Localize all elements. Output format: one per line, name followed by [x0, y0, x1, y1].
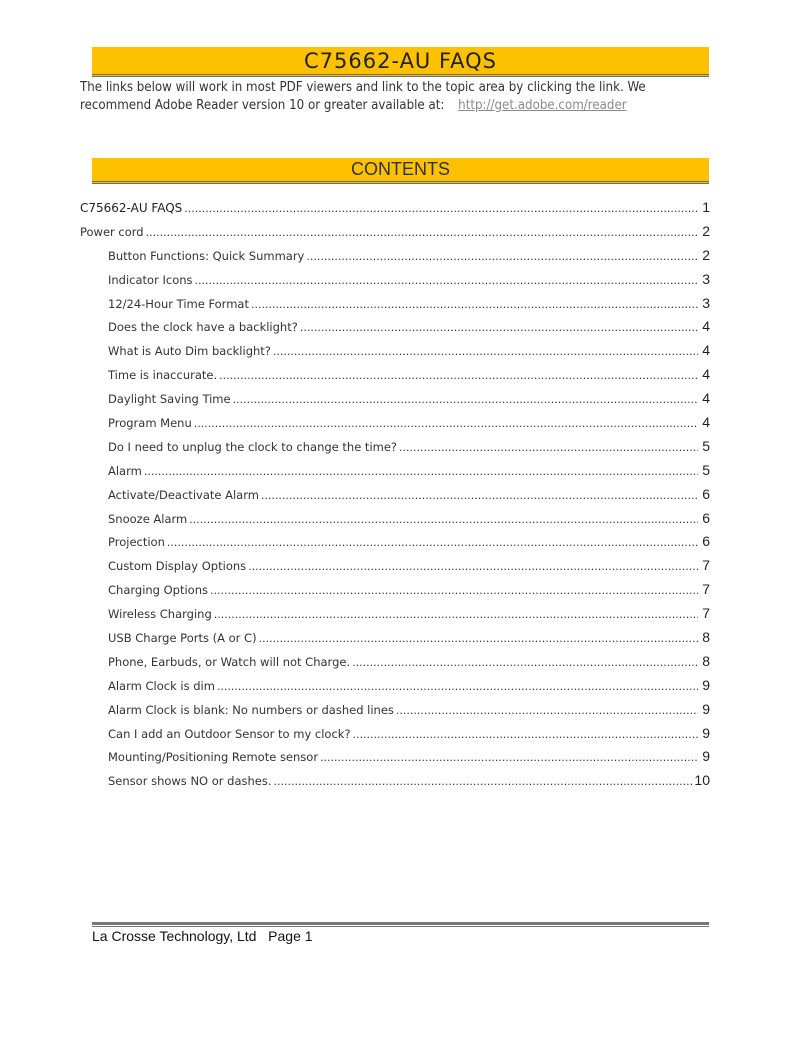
- toc-entry-label[interactable]: Custom Display Options: [108, 559, 247, 574]
- toc-leader-dots: [146, 226, 698, 239]
- toc-entry-page: 8: [702, 629, 710, 646]
- toc-leader-dots: [320, 751, 698, 764]
- toc-entry[interactable]: [80, 247, 710, 271]
- toc-entry-page: 7: [702, 557, 710, 574]
- toc-entry[interactable]: [80, 725, 710, 749]
- toc-entry-label[interactable]: Power cord: [80, 224, 144, 239]
- toc-leader-dots: [184, 202, 698, 215]
- toc-entry[interactable]: [80, 438, 710, 462]
- toc-entry[interactable]: [80, 342, 710, 366]
- toc-entry[interactable]: [80, 701, 710, 725]
- toc-entry-page: 2: [702, 222, 710, 239]
- toc-leader-dots: [274, 775, 693, 788]
- toc-entry[interactable]: [80, 462, 710, 486]
- toc-entry-label[interactable]: Projection: [108, 535, 165, 550]
- toc-entry[interactable]: [80, 223, 710, 247]
- toc-entry-label[interactable]: C75662-AU FAQS: [80, 201, 183, 215]
- toc-entry-label[interactable]: Time is inaccurate.: [108, 368, 218, 383]
- toc-entry-page: 4: [702, 318, 710, 335]
- toc-entry-page: 1: [702, 199, 710, 215]
- toc-entry[interactable]: [80, 510, 710, 534]
- toc-entry-page: 9: [702, 676, 710, 693]
- toc-entry-page: 8: [702, 652, 710, 669]
- toc-leader-dots: [251, 298, 698, 311]
- toc-entry-label[interactable]: Indicator Icons: [108, 272, 193, 287]
- toc-entry[interactable]: [80, 414, 710, 438]
- toc-leader-dots: [396, 704, 698, 717]
- toc-entry-page: 4: [702, 390, 710, 407]
- toc-leader-dots: [306, 250, 698, 263]
- toc-leader-dots: [210, 584, 698, 597]
- toc-entry-page: 4: [702, 366, 710, 383]
- toc-entry[interactable]: [80, 772, 710, 796]
- toc-leader-dots: [353, 728, 698, 741]
- toc-entry-label[interactable]: Alarm Clock is blank: No numbers or dashed lines: [108, 702, 394, 717]
- toc-entry-page: 6: [702, 533, 710, 550]
- toc-entry-page: 6: [702, 485, 710, 502]
- toc-leader-dots: [219, 369, 698, 382]
- toc-entry-label[interactable]: Can I add an Outdoor Sensor to my clock?: [108, 726, 351, 741]
- toc-leader-dots: [248, 560, 698, 573]
- toc-entry-label[interactable]: Mounting/Positioning Remote sensor: [108, 750, 319, 765]
- toc-entry-label[interactable]: Daylight Saving Time: [108, 392, 231, 407]
- toc-entry[interactable]: [80, 390, 710, 414]
- toc-entry[interactable]: [80, 318, 710, 342]
- footer-company: La Crosse Technology, Ltd: [92, 928, 257, 944]
- toc-entry-label[interactable]: Do I need to unplug the clock to change the time?: [108, 439, 398, 454]
- toc-leader-dots: [167, 536, 698, 549]
- toc-entry[interactable]: [80, 557, 710, 581]
- toc-entry-page: 10: [694, 772, 710, 789]
- toc-leader-dots: [300, 321, 698, 334]
- toc-entry[interactable]: [80, 366, 710, 390]
- toc-leader-dots: [144, 465, 698, 478]
- footer-divider: [92, 922, 709, 927]
- toc-entry-page: 5: [702, 437, 710, 454]
- contents-heading: CONTENTS: [351, 159, 450, 179]
- toc-leader-dots: [214, 608, 698, 621]
- toc-entry[interactable]: [80, 629, 710, 653]
- toc-entry-label[interactable]: Activate/Deactivate Alarm: [108, 487, 259, 502]
- toc-entry-label[interactable]: What is Auto Dim backlight?: [108, 344, 271, 359]
- toc-leader-dots: [217, 680, 698, 693]
- toc-entry-label[interactable]: Alarm Clock is dim: [108, 678, 215, 693]
- toc-leader-dots: [399, 441, 698, 454]
- toc-entry-page: 9: [702, 748, 710, 765]
- document-title: C75662-AU FAQS: [303, 49, 497, 73]
- toc-entry-label[interactable]: 12/24-Hour Time Format: [108, 296, 249, 311]
- toc-entry-page: 4: [702, 342, 710, 359]
- table-of-contents: [80, 199, 710, 796]
- toc-leader-dots: [352, 656, 698, 669]
- toc-entry-label[interactable]: Program Menu: [108, 416, 192, 431]
- contents-banner: [92, 158, 709, 184]
- toc-leader-dots: [273, 345, 698, 358]
- toc-entry-page: 7: [702, 581, 710, 598]
- toc-leader-dots: [195, 274, 698, 287]
- adobe-reader-link[interactable]: http://get.adobe.com/reader: [458, 98, 627, 113]
- intro-text: The links below will work in most PDF viewers and link to the topic area by clicking the link. We recommend Adobe Reader version 10 or greater available at:: [80, 80, 646, 113]
- toc-entry-label[interactable]: Sensor shows NO or dashes.: [108, 774, 272, 789]
- toc-entry-label[interactable]: Does the clock have a backlight?: [108, 320, 298, 335]
- toc-entry-label[interactable]: Wireless Charging: [108, 607, 212, 622]
- toc-entry[interactable]: [80, 605, 710, 629]
- toc-entry-page: 3: [702, 270, 710, 287]
- toc-entry[interactable]: [80, 677, 710, 701]
- toc-entry-page: 6: [702, 509, 710, 526]
- toc-leader-dots: [194, 417, 698, 430]
- toc-entry-label[interactable]: Phone, Earbuds, or Watch will not Charge.: [108, 654, 351, 669]
- toc-entry[interactable]: [80, 581, 710, 605]
- toc-entry-page: 7: [702, 605, 710, 622]
- toc-entry-label[interactable]: Button Functions: Quick Summary: [108, 248, 305, 263]
- page-footer: [92, 928, 313, 944]
- toc-leader-dots: [189, 513, 698, 526]
- intro-paragraph: [80, 79, 720, 115]
- toc-entry-page: 4: [702, 414, 710, 431]
- toc-entry-page: 2: [702, 246, 710, 263]
- toc-entry-label[interactable]: Snooze Alarm: [108, 511, 188, 526]
- toc-entry-page: 9: [702, 700, 710, 717]
- footer-page-number: Page 1: [268, 928, 313, 944]
- toc-entry[interactable]: [80, 295, 710, 319]
- toc-entry-page: 3: [702, 294, 710, 311]
- toc-entry[interactable]: [80, 533, 710, 557]
- toc-entry[interactable]: [80, 486, 710, 510]
- toc-entry-label[interactable]: Charging Options: [108, 583, 209, 598]
- toc-leader-dots: [261, 489, 698, 502]
- toc-entry[interactable]: [80, 199, 710, 223]
- toc-leader-dots: [259, 632, 698, 645]
- title-banner: [92, 47, 709, 77]
- toc-entry-page: 5: [702, 461, 710, 478]
- toc-entry-page: 9: [702, 724, 710, 741]
- toc-leader-dots: [233, 393, 698, 406]
- toc-entry[interactable]: [80, 748, 710, 772]
- toc-entry[interactable]: [80, 653, 710, 677]
- toc-entry-label[interactable]: Alarm: [108, 463, 142, 478]
- toc-entry[interactable]: [80, 271, 710, 295]
- toc-entry-label[interactable]: USB Charge Ports (A or C): [108, 631, 257, 646]
